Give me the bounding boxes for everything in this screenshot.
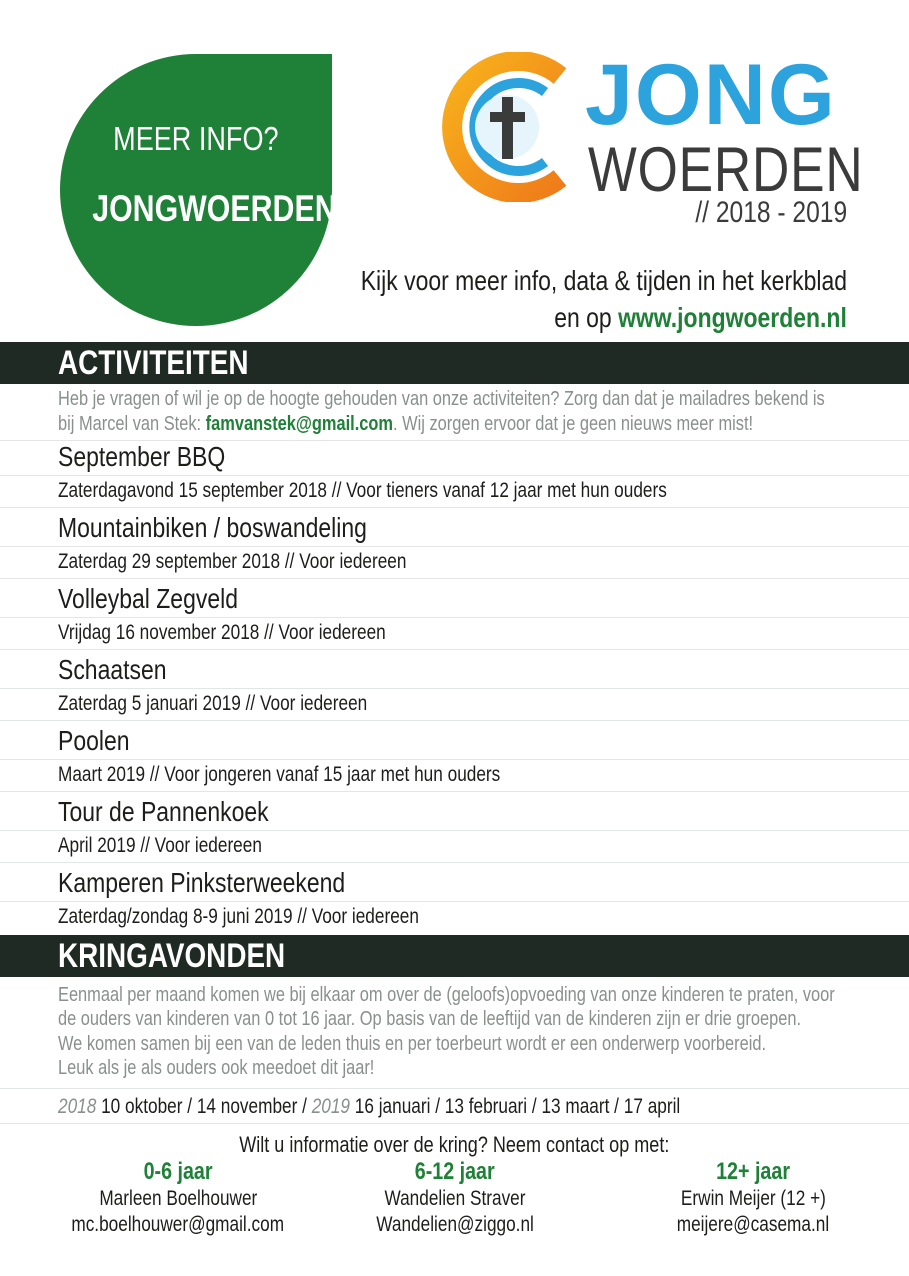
event-name: September BBQ (58, 441, 226, 472)
event-detail: Maart 2019 // Voor jongeren vanaf 15 jaar met hun ouders (58, 763, 501, 786)
contact-column (28, 1158, 328, 1238)
jong-woerden-logo-icon (432, 52, 582, 202)
activiteiten-desc-1: Heb je vragen of wil je op de hoogte gehouden van onze activiteiten? Zorg dan dat je mailadres bekend is (58, 388, 825, 410)
contact-question: Wilt u informatie over de kring? Neem contact op met: (239, 1132, 670, 1157)
event-name: Schaatsen (58, 654, 167, 685)
logo-year: // 2018 - 2019 (695, 196, 847, 229)
event-detail: Zaterdag/zondag 8-9 juni 2019 // Voor iedereen (58, 905, 419, 928)
event-name: Volleybal Zegveld (58, 583, 238, 614)
bubble-question: MEER INFO? (113, 120, 279, 157)
activiteiten-title: ACTIVITEITEN (58, 344, 249, 382)
divider (0, 1123, 909, 1124)
event-detail: Zaterdagavond 15 september 2018 // Voor tieners vanaf 12 jaar met hun ouders (58, 479, 667, 502)
website-link[interactable]: www.jongwoerden.nl (618, 302, 847, 333)
contact-email[interactable]: meijere@casema.nl (676, 1213, 830, 1236)
year-label: 2018 (58, 1095, 97, 1118)
contact-email[interactable]: mc.boelhouwer@gmail.com (71, 1213, 285, 1236)
contact-column (305, 1158, 605, 1238)
kring-dates: 2018 10 oktober / 14 november / 2019 16 januari / 13 februari / 13 maart / 17 april (58, 1095, 681, 1118)
logo-jong: JONG (585, 47, 837, 143)
event-name: Mountainbiken / boswandeling (58, 512, 367, 543)
kringavonden-desc-2: de ouders van kinderen van 0 tot 16 jaar. Op basis van de leeftijd van de kinderen zijn er drie groepen. (58, 1008, 802, 1030)
activiteiten-header (0, 342, 909, 384)
kringavonden-desc-1: Eenmaal per maand komen we bij elkaar om over de (geloofs)opvoeding van onze kinderen te praten, voor (58, 984, 835, 1006)
event-detail: Zaterdag 29 september 2018 // Voor iedereen (58, 550, 407, 573)
intro-line-1: Kijk voor meer info, data & tijden in het kerkblad (360, 265, 847, 296)
contact-email[interactable]: Wandelien@ziggo.nl (376, 1213, 534, 1236)
divider (0, 1088, 909, 1089)
logo-woerden: WOERDEN (588, 135, 864, 205)
contact-name: Marleen Boelhouwer (99, 1187, 257, 1210)
event-detail: Zaterdag 5 januari 2019 // Voor iedereen (58, 692, 368, 715)
contact-name: Wandelien Straver (384, 1187, 526, 1210)
event-detail: April 2019 // Voor iedereen (58, 834, 262, 857)
event-name: Poolen (58, 725, 130, 756)
intro-line-2: en op www.jongwoerden.nl (554, 302, 847, 333)
kringavonden-title: KRINGAVONDEN (58, 937, 286, 975)
activiteiten-desc-2: bij Marcel van Stek: famvanstek@gmail.com. Wij zorgen ervoor dat je geen nieuws meer mist! (58, 413, 754, 435)
event-name: Tour de Pannenkoek (58, 796, 269, 827)
event-name: Kamperen Pinksterweekend (58, 867, 346, 898)
activiteiten-email-link[interactable]: famvanstek@gmail.com (205, 413, 394, 435)
kringavonden-header (0, 935, 909, 977)
year-label: 2019 (311, 1095, 350, 1118)
bubble-url[interactable]: JONGWOERDEN.NL (92, 188, 386, 229)
kringavonden-desc-4: Leuk als je als ouders ook meedoet dit jaar! (58, 1057, 375, 1079)
contact-age: 6-12 jaar (415, 1158, 495, 1185)
kringavonden-desc-3: We komen samen bij een van de leden thuis en per toerbeurt wordt er een onderwerp voorbereid. (58, 1033, 767, 1055)
contact-column (603, 1158, 903, 1238)
contact-name: Erwin Meijer (12 +) (680, 1187, 826, 1210)
event-detail: Vrijdag 16 november 2018 // Voor iedereen (58, 621, 386, 644)
contact-age: 0-6 jaar (143, 1158, 213, 1185)
contact-age: 12+ jaar (716, 1158, 790, 1185)
